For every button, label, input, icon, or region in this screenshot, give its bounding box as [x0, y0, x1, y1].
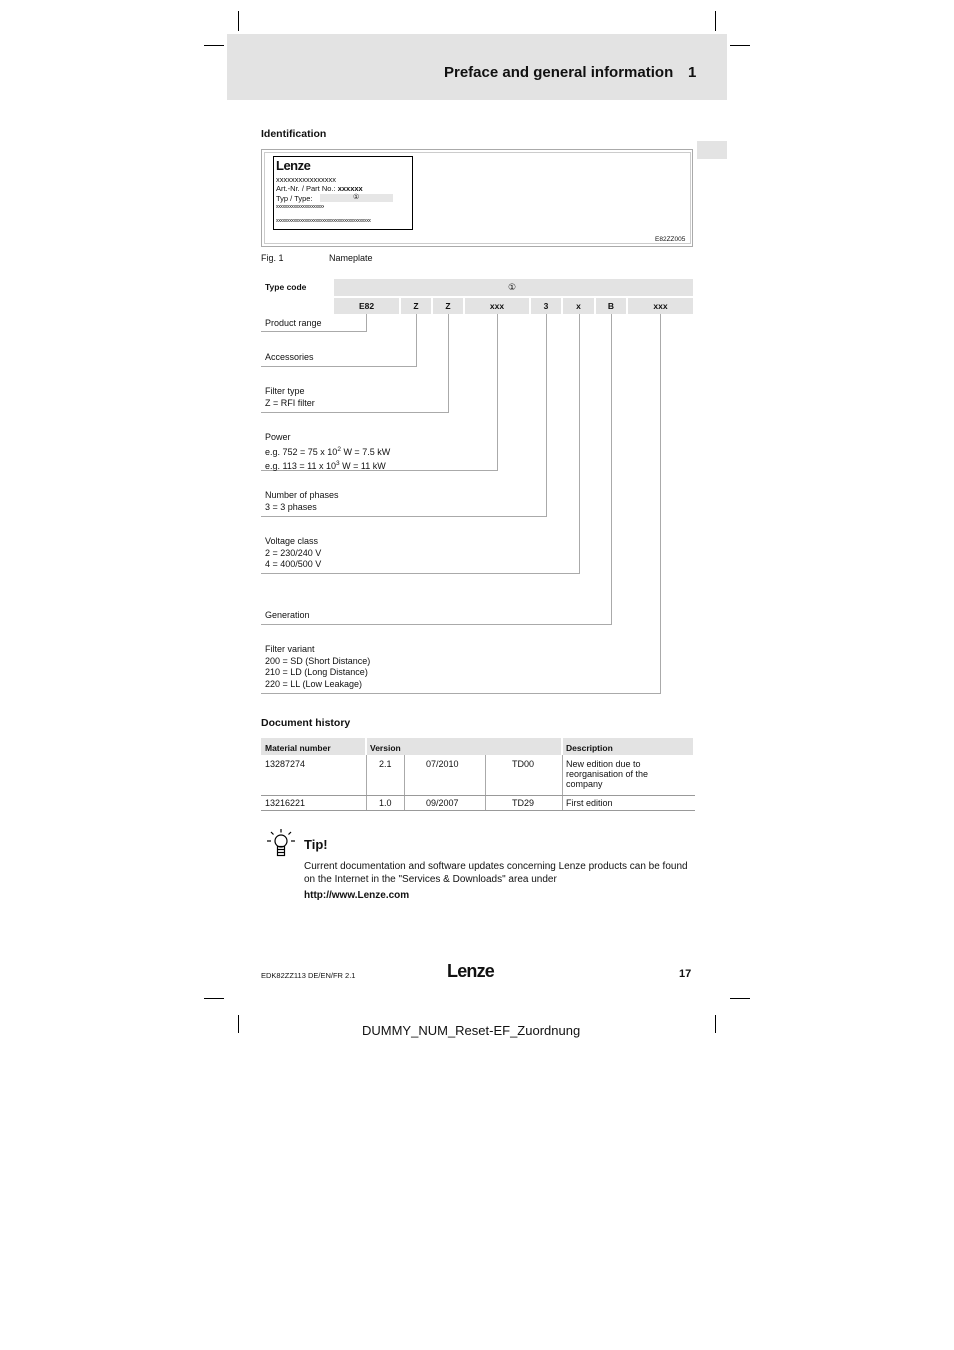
connector-line: [261, 693, 661, 694]
figure-caption: Nameplate: [329, 253, 373, 263]
crop-mark: [715, 1015, 716, 1033]
crop-mark: [730, 998, 750, 999]
part-value: xxxxxx: [337, 184, 363, 193]
power-example: e.g. 113 = 11 x $10^3$ W = 11 kW: [265, 460, 386, 471]
column-header-description: Description: [566, 743, 613, 753]
table-divider: [261, 795, 695, 796]
type-code-segment: E82: [334, 298, 399, 314]
nameplate-line: xxxxxxxxxxxxxxxxxxxxxxxxxxxxxxxxxxxxxxxxxxx: [276, 218, 371, 224]
crop-mark: [238, 1015, 239, 1033]
connector-line: [497, 314, 498, 470]
bottom-note: DUMMY_NUM_Reset-EF_Zuordnung: [362, 1023, 581, 1038]
connector-line: [546, 314, 547, 516]
type-code-field-voltage-class: Voltage class 2 = 230/240 V 4 = 400/500 V: [265, 536, 322, 569]
type-code-label: Type code: [265, 282, 307, 292]
connector-line: [261, 366, 417, 367]
section-heading-identification: Identification: [261, 128, 327, 140]
crop-mark: [238, 11, 239, 31]
table-cell-material: 13287274: [265, 759, 306, 769]
table-divider: [562, 755, 563, 810]
table-divider: [485, 755, 486, 810]
type-code-segment: xxx: [628, 298, 693, 314]
connector-line: [611, 314, 612, 624]
footer-logo: Lenze: [447, 961, 495, 981]
connector-line: [261, 516, 547, 517]
nameplate-serial: xxxxxxxxxxxxxxxx: [276, 175, 336, 184]
type-code-segment: 3: [531, 298, 561, 314]
connector-line: [261, 624, 612, 625]
type-code-field-power: Power e.g. 752 = 75 x $10^2$ W = 7.5 kW e.g. 113 = 11 x $10^3$ W = 11 kW: [265, 432, 391, 471]
nameplate-type-marker: ①: [353, 194, 360, 201]
type-code-marker: ①: [508, 282, 517, 292]
connector-line: [261, 573, 580, 574]
connector-line: [579, 314, 580, 573]
crop-mark: [715, 11, 716, 31]
table-cell-date: 09/2007: [426, 798, 459, 808]
type-code-field-filter-variant: Filter variant 200 = SD (Short Distance) 210 = LD (Long Distance) 220 = LL (Low Leakage): [265, 644, 371, 689]
lightbulb-icon: [266, 828, 296, 858]
table-cell-material: 13216221: [265, 798, 306, 808]
table-cell-code: TD00: [512, 759, 535, 769]
footer-doc-code: EDK82ZZ113 DE/EN/FR 2.1: [261, 971, 356, 980]
type-code-field-phases: Number of phases 3 = 3 phases: [265, 490, 339, 512]
table-divider: [404, 755, 405, 810]
tip-title: Tip!: [304, 837, 328, 852]
tip-text: Current documentation and software updates concerning Lenze products can be found on the Internet in the "Services & Downloads" area under: [304, 861, 688, 885]
connector-line: [416, 314, 417, 366]
figure-label: Fig. 1: [261, 253, 284, 263]
table-divider: [261, 810, 695, 811]
figure-code: E82ZZ005: [655, 236, 686, 243]
type-code-segment: xxx: [465, 298, 529, 314]
part-label: Art.-Nr. / Part No.:: [276, 184, 336, 193]
table-cell-version: 1.0: [379, 798, 392, 808]
section-heading-document-history: Document history: [261, 717, 351, 729]
page-number: 17: [679, 968, 692, 980]
connector-line: [261, 412, 449, 413]
type-code-field-generation: Generation: [265, 610, 310, 620]
type-code-segment: Z: [401, 298, 431, 314]
table-cell-description: New edition due to reorganisation of the company: [566, 759, 649, 789]
chapter-tab: [697, 141, 727, 159]
power-example: e.g. 752 = 75 x $10^2$ W = 7.5 kW: [265, 445, 391, 457]
crop-mark: [204, 45, 224, 46]
nameplate-type-label: Typ / Type:: [276, 194, 313, 203]
connector-line: [660, 314, 661, 693]
crop-mark: [204, 998, 224, 999]
nameplate-logo: Lenze: [276, 158, 311, 173]
connector-line: [261, 331, 367, 332]
nameplate-part-number: [276, 184, 363, 193]
type-code-field-filter-type: Filter type Z = RFI filter: [265, 386, 315, 408]
connector-line: [366, 314, 367, 331]
column-header-material: Material number: [265, 743, 331, 753]
type-code-segment: Z: [433, 298, 463, 314]
crop-mark: [730, 45, 750, 46]
tip-url: http://www.Lenze.com: [304, 890, 410, 901]
page-title: Preface and general information: [444, 64, 674, 81]
type-code-segment: B: [596, 298, 626, 314]
table-cell-code: TD29: [512, 798, 535, 808]
table-divider: [366, 755, 367, 810]
table-cell-version: 2.1: [379, 759, 392, 769]
nameplate-line: xxxxxxxxxxxxxxxxxxxxxx: [276, 204, 325, 210]
table-cell-date: 07/2010: [426, 759, 459, 769]
type-code-segment: x: [563, 298, 594, 314]
type-code-field-product-range: Product range: [265, 318, 322, 328]
table-cell-description: First edition: [566, 798, 613, 808]
type-code-field-accessories: Accessories: [265, 352, 314, 362]
column-header-version: Version: [370, 743, 401, 753]
connector-line: [448, 314, 449, 412]
chapter-number: 1: [688, 64, 697, 81]
